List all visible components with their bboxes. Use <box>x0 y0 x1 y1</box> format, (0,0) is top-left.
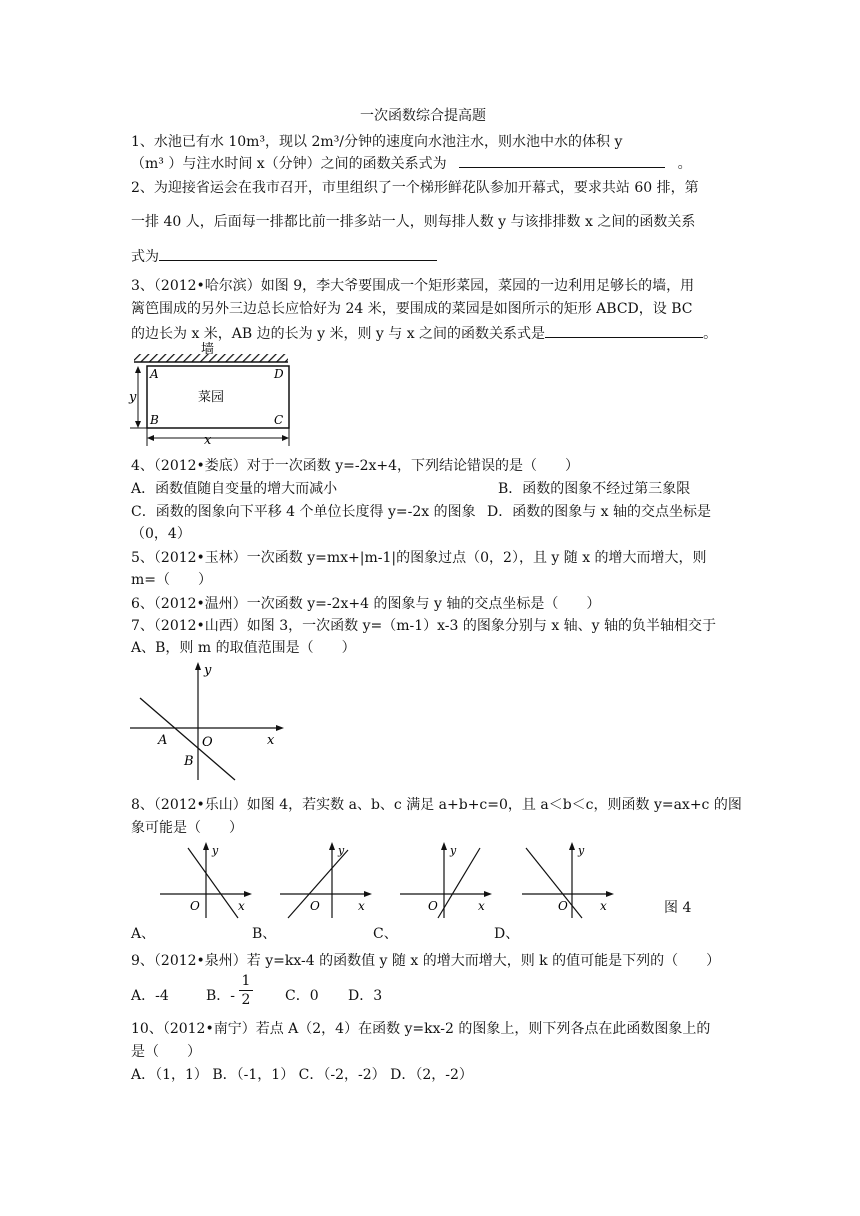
q9-option-c[interactable]: C．0 <box>285 988 319 1004</box>
q1-end: 。 <box>677 156 692 172</box>
fraction-denominator: 2 <box>239 990 253 1009</box>
q7-graph-figure <box>128 660 288 785</box>
q8-option-d[interactable]: D、 <box>494 926 520 942</box>
q9-option-d[interactable]: D．3 <box>348 988 383 1004</box>
vertex-A: A <box>150 367 159 381</box>
x-axis-label: x <box>358 899 365 913</box>
vertex-B: B <box>150 413 159 427</box>
x-axis-arrow <box>484 891 492 897</box>
q8-graph-c <box>398 840 498 920</box>
y-axis-arrow <box>195 662 201 670</box>
y-axis-arrow <box>329 842 335 850</box>
vertex-C: C <box>274 413 284 427</box>
y-axis-label: y <box>212 844 219 857</box>
y-dimension-label: y <box>129 390 137 405</box>
q2-answer-blank[interactable] <box>159 246 437 261</box>
q2-line2: 一排 40 人，后面每一排都比前一排多站一人，则每排人数 y 与该排排数 x 之间的函数关系 <box>131 214 696 230</box>
q7-line2: A、B，则 m 的取值范围是（ ） <box>131 640 356 656</box>
page-title: 一次函数综合提高题 <box>360 108 486 124</box>
x-axis-label: x <box>267 733 275 748</box>
q3-line3-text: 的边长为 x 米，AB 边的长为 y 米，则 y 与 x 之间的函数关系式是 <box>131 326 546 342</box>
y-axis-label: y <box>338 844 345 857</box>
q8-figure-label: 图 4 <box>664 900 692 916</box>
q8-option-c[interactable]: C、 <box>373 926 398 942</box>
x-axis-arrow <box>276 725 284 731</box>
q1-line1: 1、水池已有水 10m³，现以 2m³/分钟的速度向水池注水，则水池中水的体积 y <box>131 134 623 150</box>
q1-line2 <box>131 153 692 174</box>
q4-option-c: C．函数的图象向下平移 4 个单位长度得 y=-2x 的图象 <box>131 504 476 520</box>
q2-line1: 2、为迎接省运会在我市召开，市里组织了一个梯形鲜花队参加开幕式，要求共站 60 排，第 <box>131 180 699 196</box>
q8-option-a[interactable]: A、 <box>131 926 156 942</box>
fraction-numerator: 1 <box>241 973 251 989</box>
q9-fraction <box>239 972 253 1009</box>
q3-garden-figure <box>128 340 298 450</box>
q3-line2: 篱笆围成的另外三边总长应恰好为 24 米，要围成的菜园是如图所示的矩形 ABCD，设 BC <box>131 301 693 317</box>
origin-label: O <box>190 899 200 913</box>
q2-line3 <box>131 246 437 267</box>
q8-option-b[interactable]: B、 <box>252 926 277 942</box>
vertex-D: D <box>274 367 284 381</box>
wall-label: 墙 <box>201 342 215 357</box>
q4-option-d: D．函数的图象与 x 轴的交点坐标是 <box>487 504 712 520</box>
y-arrow-up <box>135 366 141 373</box>
q8-line2: 象可能是（ ） <box>131 820 243 836</box>
q9-option-b[interactable]: B．- <box>206 988 236 1004</box>
q1-line2-text: （m³ ）与注水时间 x（分钟）之间的函数关系式为 <box>131 156 447 172</box>
q3-end: 。 <box>703 326 718 342</box>
q2-line3-text: 式为 <box>131 249 159 265</box>
q10-line2: 是（ ） <box>131 1044 201 1060</box>
y-axis-arrow <box>441 842 447 850</box>
q10-line1: 10、（2012•南宁）若点 A（2，4）在函数 y=kx-2 的图象上，则下列各点在此函数图象上的 <box>131 1021 711 1037</box>
x-axis-arrow <box>244 891 252 897</box>
q8-line1: 8、（2012•乐山）如图 4，若实数 a、b、c 满足 a+b+c=0，且 a＜b＜c，则函数 y=ax+c 的图 <box>131 797 742 813</box>
q8-graph-a <box>158 840 258 920</box>
y-axis-label: y <box>204 663 212 678</box>
q3-line1: 3、（2012•哈尔滨）如图 9，李大爷要围成一个矩形菜园，菜园的一边利用足够长的墙，用 <box>131 278 695 294</box>
x-dimension-label: x <box>204 433 212 448</box>
q3-answer-blank[interactable] <box>545 323 703 338</box>
x-axis-label: x <box>478 899 485 913</box>
x-arrow-left <box>147 435 154 441</box>
point-B-label: B <box>184 754 194 769</box>
y-axis-arrow <box>569 842 575 850</box>
q4-option-d-cont: （0，4） <box>131 526 191 542</box>
origin-label: O <box>428 899 438 913</box>
q4-option-a: A．函数值随自变量的增大而减小 <box>131 481 338 497</box>
x-axis-label: x <box>238 899 245 913</box>
y-axis-arrow <box>203 842 209 850</box>
q6-line1: 6、（2012•温州）一次函数 y=-2x+4 的图象与 y 轴的交点坐标是（ ） <box>131 596 601 612</box>
x-axis-label: x <box>600 899 607 913</box>
q8-graph-b <box>278 840 378 920</box>
q4-option-b: B．函数的图象不经过第三象限 <box>498 481 691 497</box>
q5-line1: 5、（2012•玉林）一次函数 y=mx+|m-1|的图象过点（0，2），且 y 随 x 的增大而增大，则 <box>131 550 707 566</box>
y-axis-label: y <box>578 844 585 857</box>
q9-option-a[interactable]: A．-4 <box>131 988 169 1004</box>
x-arrow-right <box>282 435 289 441</box>
q9-line1: 9、（2012•泉州）若 y=kx-4 的函数值 y 随 x 的增大而增大，则 k 的值可能是下列的（ ） <box>131 953 721 969</box>
y-axis-label: y <box>450 844 457 857</box>
q1-answer-blank[interactable] <box>459 153 665 168</box>
q5-line2: m=（ ） <box>131 572 213 588</box>
q10-options: A．（1，1） B．（-1，1） C．（-2，-2） D．（2，-2） <box>131 1067 473 1083</box>
point-A-label: A <box>158 733 168 748</box>
origin-label: O <box>310 899 320 913</box>
q4-line1: 4、（2012•娄底）对于一次函数 y=-2x+4，下列结论错误的是（ ） <box>131 458 580 474</box>
x-axis-arrow <box>606 891 614 897</box>
function-line <box>526 848 582 918</box>
origin-label: O <box>558 899 568 913</box>
q7-line1: 7、（2012•山西）如图 3，一次函数 y=（m-1）x-3 的图象分别与 x 轴、y 轴的负半轴相交于 <box>131 618 717 634</box>
q8-graph-d <box>520 840 620 920</box>
y-arrow-down <box>135 421 141 428</box>
garden-label: 菜园 <box>198 390 225 405</box>
origin-label: O <box>202 735 213 750</box>
x-axis-arrow <box>364 891 372 897</box>
